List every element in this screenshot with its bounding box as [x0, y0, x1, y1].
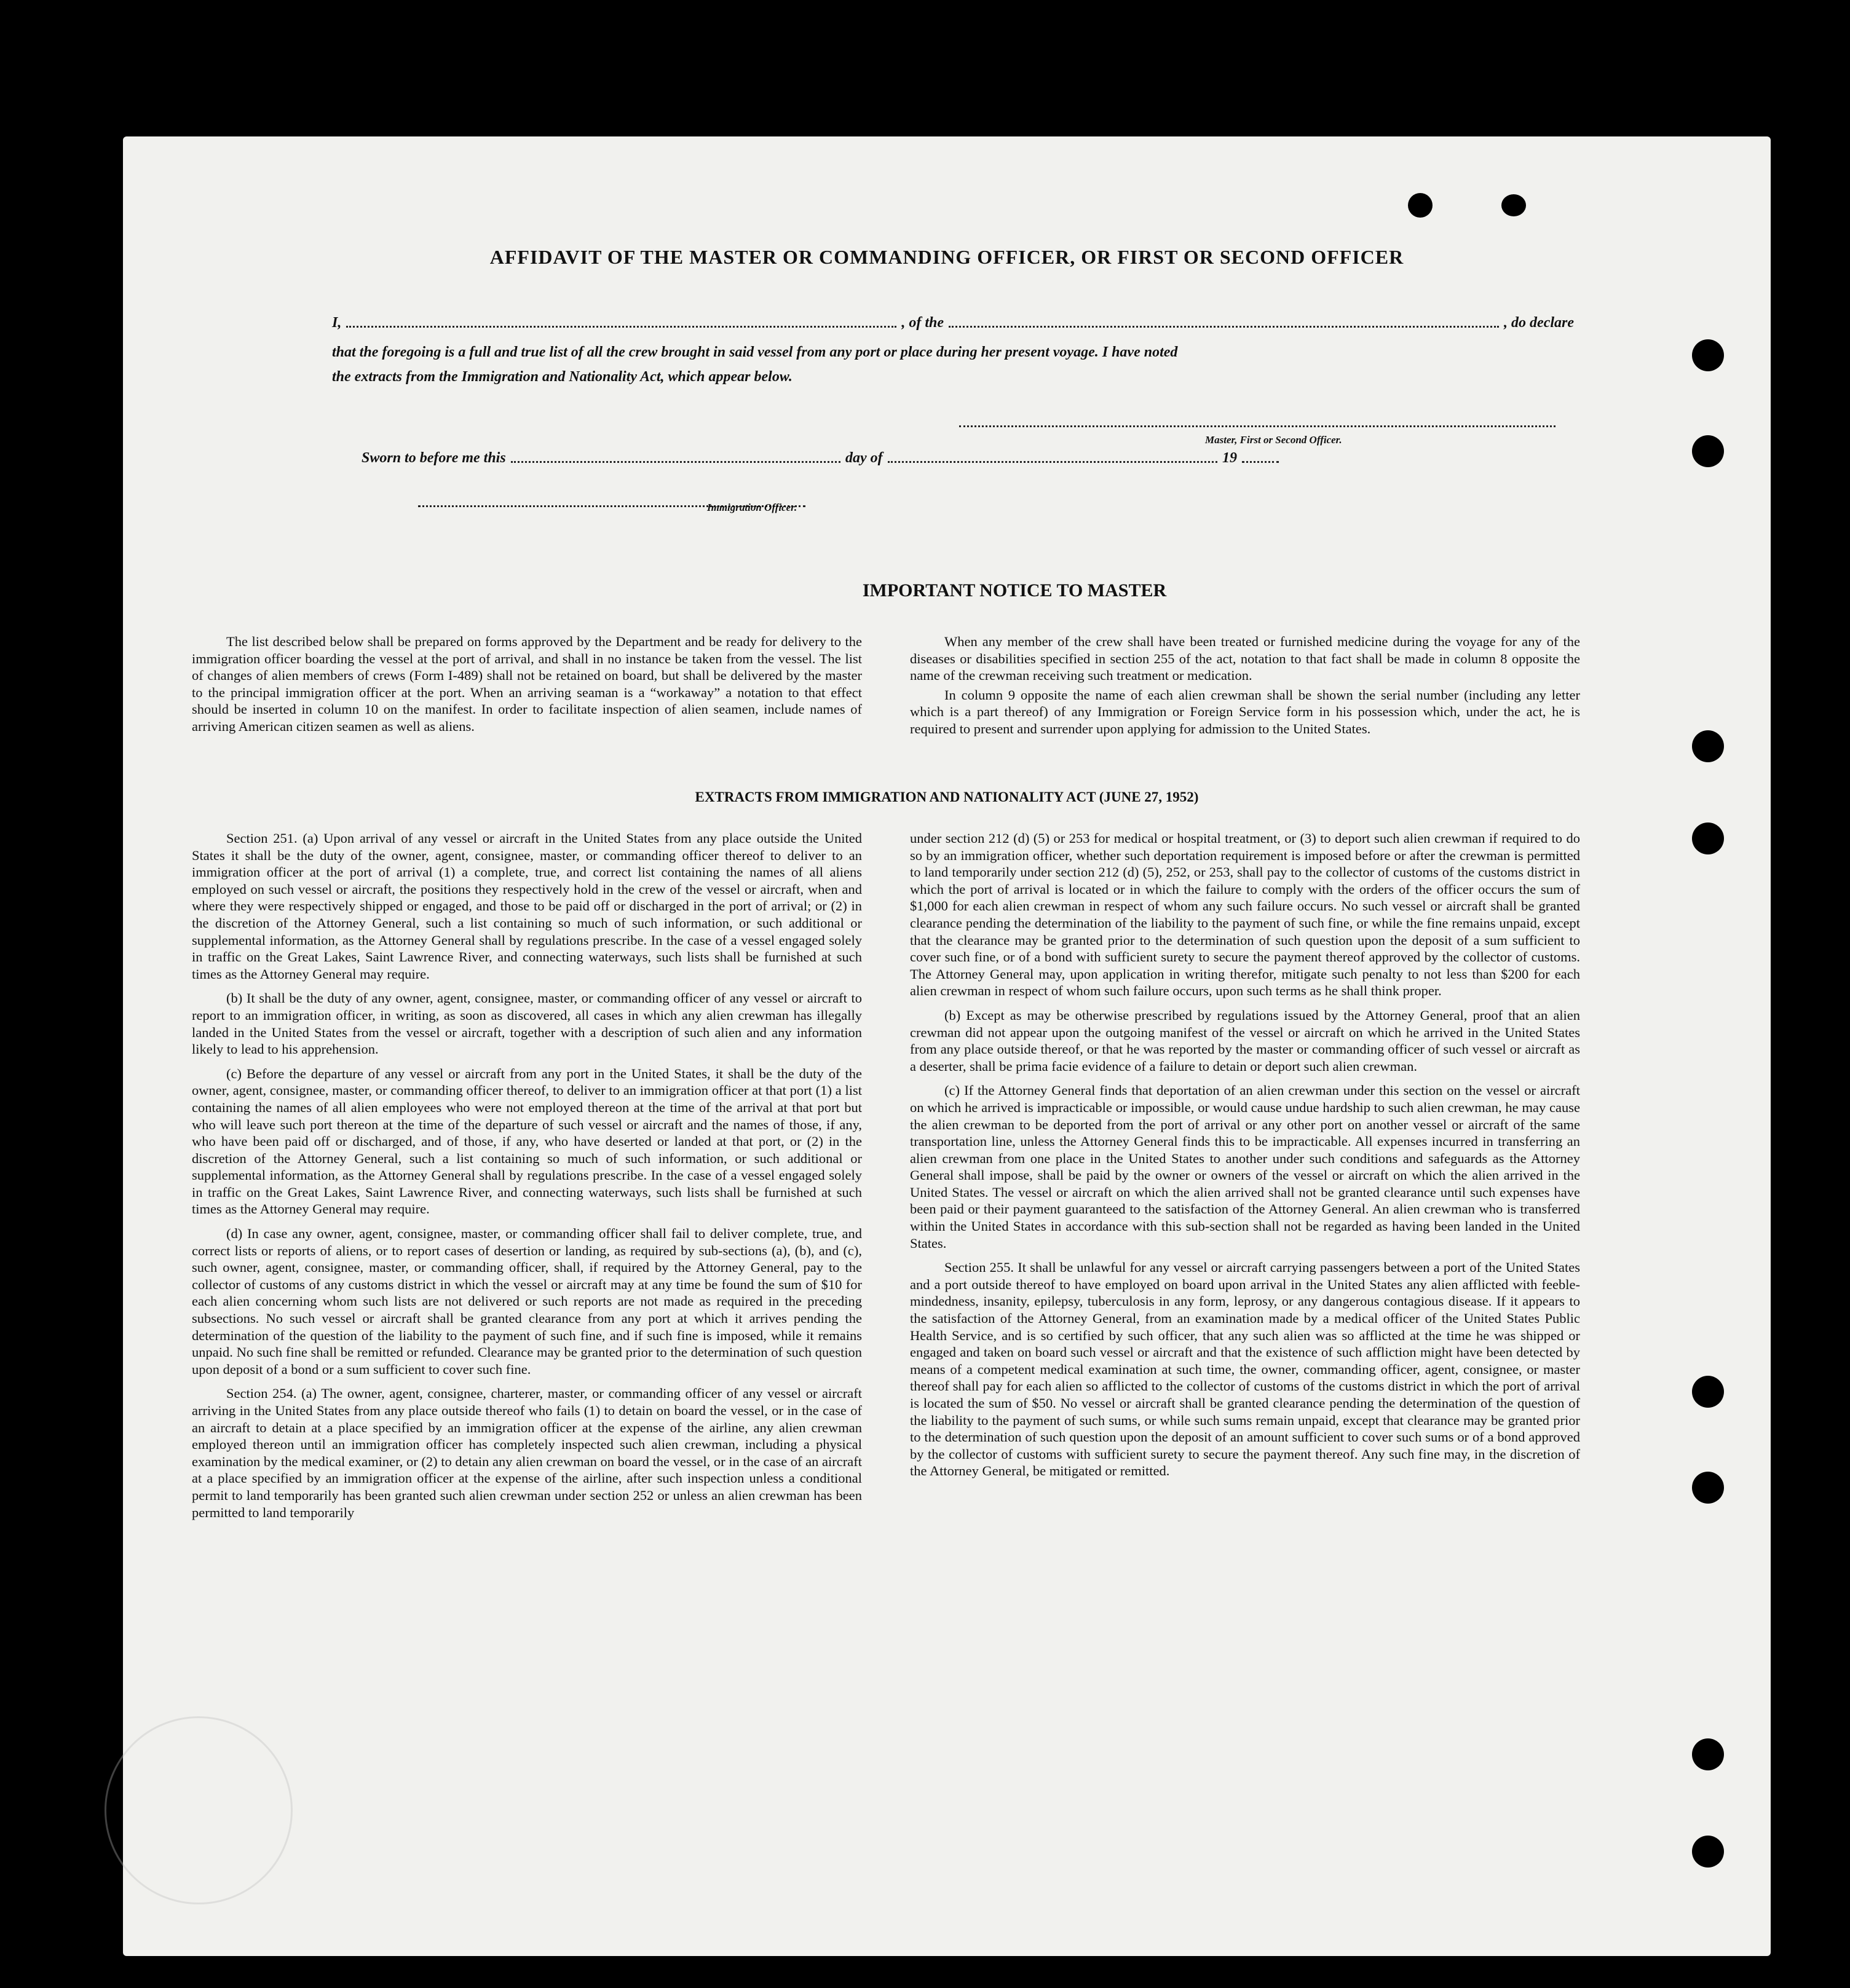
- notice-title: IMPORTANT NOTICE TO MASTER: [862, 580, 1167, 601]
- faded-stamp: [105, 1716, 293, 1904]
- notice-paragraph: The list described below shall be prepared on forms approved by the Department and be ready for delivery to the immigration officer boarding the vessel at the port of arrival, and shall in no instance be taken from the vessel. The list of changes of alien members of crews (Form I-489) shall not be retained on board, but shall be delivered by the master to the principal immigration officer at the port. When an arriving seaman is a “workaway” a notation to that effect should be inserted in column 10 on the manifest. In order to facilitate inspection of alien seamen, include names of arriving American citizen seamen as well as aliens.: [192, 634, 862, 734]
- sworn-day-blank[interactable]: [511, 461, 840, 463]
- name-blank[interactable]: [346, 326, 896, 328]
- extracts-title: EXTRACTS FROM IMMIGRATION AND NATIONALITY ACT (JUNE 27, 1952): [695, 789, 1199, 805]
- declare-label: , do declare: [1504, 315, 1575, 331]
- extracts-right-column: [910, 830, 1580, 1487]
- punch-hole: [1692, 822, 1724, 854]
- extract-paragraph: (b) It shall be the duty of any owner, agent, consignee, master, or commanding officer of any vessel or aircraft to report to an immigration officer, in writing, as soon as discovered, all cases in which any alien crewman has illegally landed in the United States from the vessel or aircraft, together with a description of such alien and any information likely to lead to his apprehension.: [192, 990, 862, 1057]
- sworn-month-blank[interactable]: [888, 461, 1217, 463]
- vessel-blank[interactable]: [949, 326, 1499, 328]
- extract-paragraph: Section 255. It shall be unlawful for any vessel or aircraft carrying passengers between a port of the United States and a port outside thereof to have employed on board upon arrival in the United States any alien afflicted with feeble-mindedness, insanity, epilepsy, tuberculosis in any form, leprosy, or any dangerous contagious disease. If it appears to the satisfaction of the Attorney General, from an examination made by a medical officer of the United States Public Health Service, and is so certified by such officer, that any such alien was so afflicted at the time he was shipped or engaged and taken on board such vessel or aircraft and that the existence of such affliction might have been detected by means of a competent medical examination at such time, the owner, commanding officer, agent, consignee, or master thereof shall pay for each alien so afflicted to the collector of customs of the customs district in which the port of arrival is located the sum of $50. No vessel or aircraft shall be granted clearance pending the determination of the question of the liability to the payment of such sums, or while such sums remain unpaid, except that clearance may be granted prior to the determination of such question upon the deposit of an amount sufficient to cover such sums or of a bond approved by the collector of customs with sufficient surety to secure the payment thereof. Any such fine may, in the discretion of the Attorney General, be mitigated or remitted.: [910, 1260, 1580, 1479]
- extracts-left-column: [192, 830, 862, 1528]
- punch-hole: [1692, 339, 1724, 371]
- sworn-year-blank[interactable]: [1242, 461, 1279, 463]
- punch-hole: [1692, 1472, 1724, 1504]
- declaration-line-1: that the foregoing is a full and true list of all the crew brought in said vessel from any port or place during her present voyage. I have noted: [332, 344, 1178, 360]
- notice-paragraph: When any member of the crew shall have been treated or furnished medicine during the voyage for any of the diseases or disabilities specified in section 255 of the act, notation to that fact shall be made in column 8 opposite the name of the crewman receiving such treatment or medication.: [910, 634, 1580, 684]
- extract-paragraph: (d) In case any owner, agent, consignee, master, or commanding officer shall fail to deliver complete, true, and correct lists or reports of aliens, or to report cases of desertion or landing, as required by sub-sections (a), (b), and (c), such owner, agent, consignee, master, or commanding officer, shall, if required by the Attorney General, pay to the collector of customs of any customs district in which the vessel or aircraft may at any time be found the sum of $10 for each alien concerning whom such lists are not delivered or such reports are not made as required in the preceding subsections. No such vessel or aircraft shall be granted clearance from any port at which it arrives pending the determination of the question of the liability to the payment of such fine, and if such fine is imposed, while it remains unpaid. No such fine shall be remitted or refunded. Clearance may be granted prior to the determination of such question upon deposit of a bond or a sum sufficient to cover such fine.: [192, 1226, 862, 1377]
- extract-paragraph: (c) If the Attorney General finds that deportation of an alien crewman under this section on the vessel or aircraft on which he arrived is impracticable or impossible, or would cause undue hardship to such alien crewman, he may cause the alien crewman to be deported from the port of arrival or any other port on another vessel or aircraft of the same transportation line, unless the Attorney General finds this to be impracticable. All expenses incurred in transferring an alien crewman from one place in the United States to another under such conditions and safeguards as the Attorney General shall impose, shall be paid by the owner or owners of the vessel or aircraft on which the alien arrived in the United States. The vessel or aircraft on which the alien arrived shall not be granted clearance until such expenses have been paid or their payment guaranteed to the satisfaction of the Attorney General. An alien crewman who is transferred within the United States in accordance with this sub-section shall not be regarded as having been landed in the United States.: [910, 1083, 1580, 1251]
- notice-paragraph: In column 9 opposite the name of each alien crewman shall be shown the serial number (including any letter which is a part thereof) of any Immigration or Foreign Service form in his possession which, under the act, he is required to present and surrender upon applying for admission to the United States.: [910, 687, 1580, 736]
- of-the-label: , of the: [901, 315, 944, 331]
- punch-hole: [1692, 1836, 1724, 1868]
- i-label: I,: [332, 315, 342, 331]
- declaration-fill-line: [332, 315, 1574, 331]
- document-page: [123, 136, 1771, 1956]
- master-signature-line[interactable]: [959, 425, 1556, 427]
- extract-paragraph: (b) Except as may be otherwise prescribed by regulations issued by the Attorney General, proof that an alien crewman did not appear upon the outgoing manifest of the vessel or aircraft on which he arrived in the United States from any place outside thereof, or that he was reported by the master or commanding officer of such vessel or aircraft as a deserter, shall be prima facie evidence of a failure to detain or deport such alien crewman.: [910, 1007, 1580, 1074]
- master-caption: Master, First or Second Officer.: [1205, 434, 1342, 446]
- affidavit-title: AFFIDAVIT OF THE MASTER OR COMMANDING OFFICER, OR FIRST OR SECOND OFFICER: [489, 246, 1404, 268]
- punch-hole: [1501, 194, 1526, 216]
- punch-hole: [1692, 1738, 1724, 1770]
- year-label: 19: [1222, 450, 1238, 466]
- notice-right-column: [910, 633, 1580, 745]
- punch-hole: [1692, 435, 1724, 467]
- sworn-fill-line: [362, 450, 1284, 467]
- punch-hole: [1692, 1376, 1724, 1408]
- extract-paragraph: Section 254. (a) The owner, agent, consignee, charterer, master, or commanding officer of any vessel or aircraft arriving in the United States from any place outside thereof who fails (1) to detain on board the vessel, or in the case of an aircraft to detain at a place specified by an immigration officer at the expense of the airline, any alien crewman employed thereon until an immigration officer has completely inspected such alien crewman, including a physical examination by the medical examiner, or (2) to detain any alien crewman on board the vessel, or in the case of an aircraft at a place specified by an immigration officer at the expense of the airline, after such inspection unless a conditional permit to land temporarily has been granted such alien crewman under section 252 or unless an alien crewman has been permitted to land temporarily: [192, 1386, 862, 1520]
- extract-paragraph: (c) Before the departure of any vessel or aircraft from any port in the United States, it shall be the duty of the owner, agent, consignee, master, or commanding officer thereof, to deliver to an immigration officer at that port (1) a list containing the names of all alien employees who were not employed thereon at the time of the arrival at that port but who will leave such port thereon at the time of the departure of such vessel or aircraft and the names of those, if any, who have been paid off or discharged, and of those, if any, who have deserted or landed at that port, or (2) in the discretion of the Attorney General, such a list containing so much of such information, or such additional or supplemental information, as the Attorney General shall by regulations prescribe. In the case of a vessel engaged solely in traffic on the Great Lakes, Saint Lawrence River, and connecting waterways, such lists shall be furnished at such times as the Attorney General may require.: [192, 1065, 862, 1217]
- extract-paragraph: under section 212 (d) (5) or 253 for medical or hospital treatment, or (3) to deport such alien crewman if required to do so by an immigration officer, whether such deportation requirement is imposed before or after the crewman is permitted to land temporarily under section 212 (d) (5), 252, or 253, shall pay to the collector of customs of the customs district in which the port of arrival is located or in which the failure to comply with the orders of the officer occurs the sum of $1,000 for each alien crewman in respect of whom any such failure occurs. No such vessel or aircraft shall be granted clearance pending the determination of the liability to the payment of such fine, or while the fine remains unpaid, except that the clearance may be granted prior to the determination of such question upon the deposit of a sum sufficient to cover such fine, or of a bond with sufficient surety to secure the payment thereof approved by the collector of customs. The Attorney General may, upon application in writing therefor, mitigate such penalty to not less than $200 for each alien crewman in respect of whom such failure occurs, upon such terms as he shall think proper.: [910, 830, 1580, 999]
- declaration-line-2: the extracts from the Immigration and Nationality Act, which appear below.: [332, 369, 793, 385]
- punch-hole: [1692, 730, 1724, 762]
- day-of-label: day of: [845, 450, 883, 466]
- notice-left-column: [192, 633, 862, 743]
- extract-paragraph: Section 251. (a) Upon arrival of any vessel or aircraft in the United States from any place outside the United States it shall be the duty of the owner, agent, consignee, master, or commanding officer thereof to deliver to an immigration officer at the port of arrival (1) a complete, true, and correct list containing the names of all aliens employed on such vessel or aircraft, the positions they respectively hold in the crew of the vessel or aircraft, when and where they were respectively shipped or engaged, and those to be paid off or discharged in the port of arrival; or (2) in the discretion of the Attorney General, such a list containing so much of such information, or such additional or supplemental information, as the Attorney General shall by regulations prescribe. In the case of a vessel engaged solely in traffic on the Great Lakes, Saint Lawrence River, and connecting waterways, such lists shall be furnished at such times as the Attorney General may require.: [192, 830, 862, 982]
- immigration-officer-caption: Immigration Officer.: [707, 502, 797, 513]
- sworn-label: Sworn to before me this: [362, 450, 506, 466]
- punch-hole: [1408, 193, 1433, 218]
